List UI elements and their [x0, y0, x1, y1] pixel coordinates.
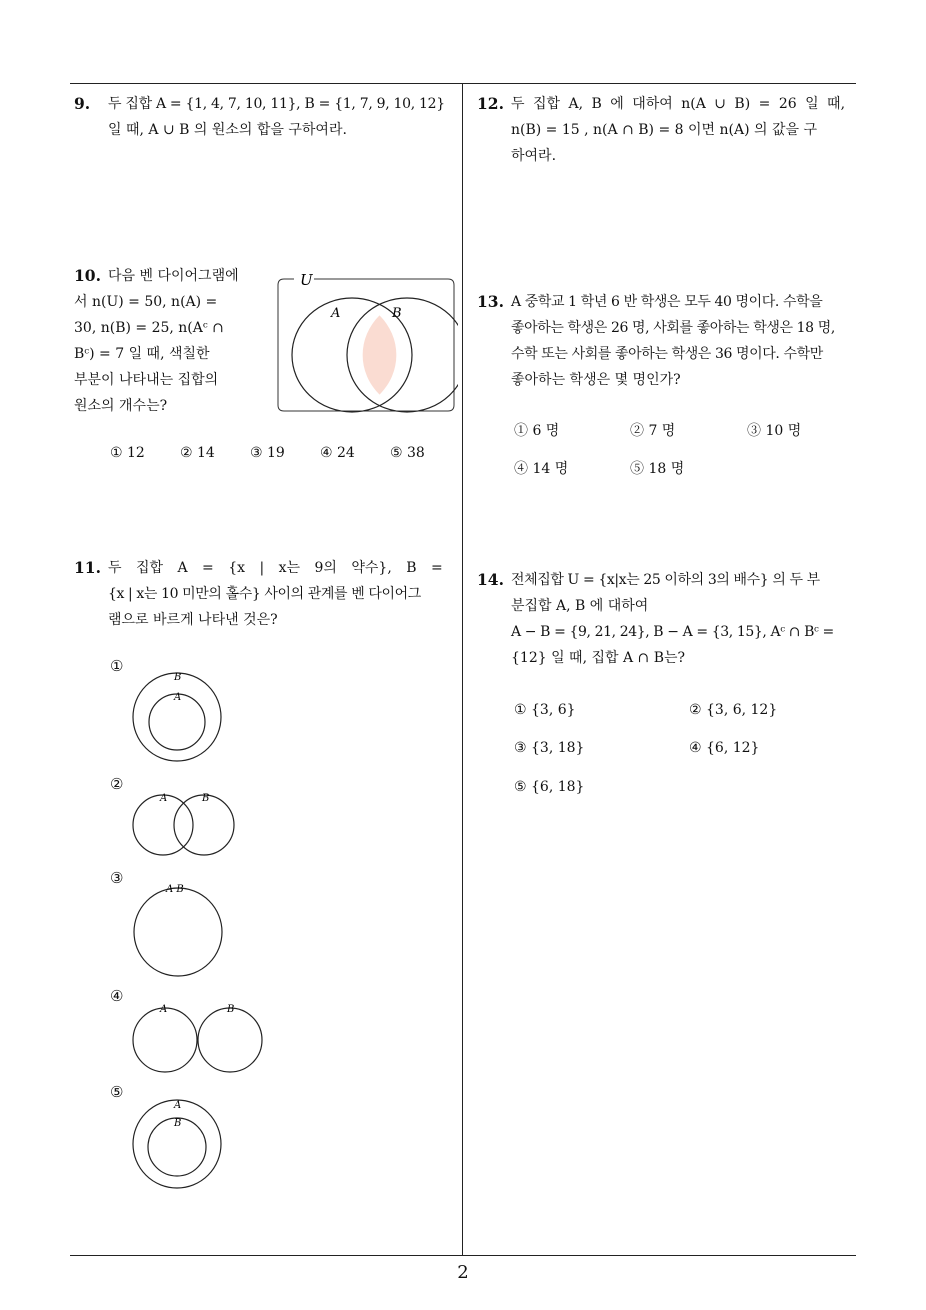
option-1[interactable]: ① {3, 6}	[514, 702, 576, 718]
set-a-label: A	[331, 306, 341, 321]
option-4[interactable]: ④ 24	[320, 445, 355, 461]
question-text: 하여라.	[511, 148, 557, 164]
question-text: A 중학교 1 학년 6 반 학생은 모두 40 명이다. 수학을	[511, 294, 823, 310]
question-text: Bᶜ) = 7 일 때, 색칠한	[74, 346, 210, 362]
choice-3-diagram[interactable]	[130, 880, 230, 980]
option-2[interactable]: ② 14	[180, 445, 215, 461]
svg-text:A: A	[174, 692, 182, 703]
question-10	[74, 263, 274, 419]
svg-text:B: B	[174, 672, 182, 683]
question-text: 부분이 나타내는 집합의	[74, 372, 219, 388]
option-3[interactable]: ③ 10 명	[747, 423, 802, 439]
question-text: 두 집합 A = {1, 4, 7, 10, 11}, B = {1, 7, 9, 10, 12}	[108, 96, 445, 112]
svg-text:B: B	[227, 1004, 235, 1015]
choice-3-mark[interactable]: ③	[110, 869, 124, 887]
question-12	[477, 91, 859, 169]
question-text: 좋아하는 학생은 26 명, 사회를 좋아하는 학생은 18 명,	[511, 320, 835, 336]
question-14	[477, 567, 859, 671]
question-text: {x | x는 10 미만의 홀수} 사이의 관계를 벤 다이어그	[108, 586, 421, 602]
q10-venn-diagram	[274, 266, 458, 416]
choice-1-mark[interactable]: ①	[110, 657, 124, 675]
question-text: 좋아하는 학생은 몇 명인가?	[511, 372, 681, 388]
svg-text:A: A	[160, 793, 168, 804]
question-11	[74, 555, 456, 633]
question-9	[74, 91, 456, 143]
choice-4-mark[interactable]: ④	[110, 987, 124, 1005]
question-text: A − B = {9, 21, 24}, B − A = {3, 15}, Aᶜ ∩ Bᶜ =	[511, 624, 834, 640]
page-number: 2	[457, 1262, 469, 1283]
choice-4-diagram[interactable]	[130, 1000, 270, 1075]
question-number: 9.	[74, 94, 91, 113]
question-text: 일 때, A ∪ B 의 원소의 합을 구하여라.	[108, 122, 347, 138]
question-text: 30, n(B) = 25, n(Aᶜ ∩	[74, 320, 224, 336]
option-1[interactable]: ① 6 명	[514, 423, 560, 439]
choice-5-mark[interactable]: ⑤	[110, 1083, 124, 1101]
question-number: 11.	[74, 558, 101, 577]
column-divider	[462, 83, 463, 1256]
svg-text:A: A	[160, 1004, 168, 1015]
question-text: 전체집합 U = {x|x는 25 이하의 3의 배수} 의 두 부	[511, 572, 820, 588]
choice-2-diagram[interactable]	[130, 790, 240, 860]
svg-text:B: B	[174, 1118, 182, 1129]
option-3[interactable]: ③ {3, 18}	[514, 740, 585, 756]
option-4[interactable]: ④ 14 명	[514, 461, 569, 477]
option-1[interactable]: ① 12	[110, 445, 145, 461]
option-5[interactable]: ⑤ 38	[390, 445, 425, 461]
choice-2-mark[interactable]: ②	[110, 775, 124, 793]
question-number: 13.	[477, 292, 504, 311]
question-text: 두 집합 A, B 에 대하여 n(A ∪ B) = 26 일 때,	[511, 96, 846, 112]
option-2[interactable]: ② {3, 6, 12}	[689, 702, 778, 718]
question-text: 원소의 개수는?	[74, 398, 168, 414]
question-text: 분집합 A, B 에 대하여	[511, 598, 649, 614]
svg-text:A B: A B	[166, 884, 184, 895]
question-13	[477, 289, 859, 393]
question-number: 10.	[74, 266, 101, 285]
question-number: 14.	[477, 570, 504, 589]
top-rule	[70, 83, 856, 84]
question-text: 서 n(U) = 50, n(A) =	[74, 294, 218, 310]
option-4[interactable]: ④ {6, 12}	[689, 740, 760, 756]
universe-label: U	[300, 271, 313, 289]
question-text: n(B) = 15 , n(A ∩ B) = 8 이면 n(A) 의 값을 구	[511, 122, 817, 138]
set-b-label: B	[392, 306, 402, 321]
bottom-rule	[70, 1255, 856, 1256]
shaded-intersection	[363, 315, 397, 394]
option-3[interactable]: ③ 19	[250, 445, 285, 461]
svg-text:B: B	[202, 793, 210, 804]
question-number: 12.	[477, 94, 504, 113]
svg-text:A: A	[174, 1100, 182, 1111]
choice-1-diagram[interactable]	[130, 670, 230, 770]
question-text: 두 집합 A = {x | x는 9의 약수}, B =	[108, 560, 443, 576]
choice-5-diagram[interactable]	[130, 1095, 230, 1195]
option-5[interactable]: ⑤ 18 명	[630, 461, 685, 477]
option-5[interactable]: ⑤ {6, 18}	[514, 779, 585, 795]
question-text: {12} 일 때, 집합 A ∩ B는?	[511, 650, 686, 666]
option-2[interactable]: ② 7 명	[630, 423, 676, 439]
question-text: 다음 벤 다이어그램에	[108, 268, 239, 284]
question-text: 램으로 바르게 나타낸 것은?	[108, 612, 278, 628]
question-text: 수학 또는 사회를 좋아하는 학생은 36 명이다. 수학만	[511, 346, 823, 362]
